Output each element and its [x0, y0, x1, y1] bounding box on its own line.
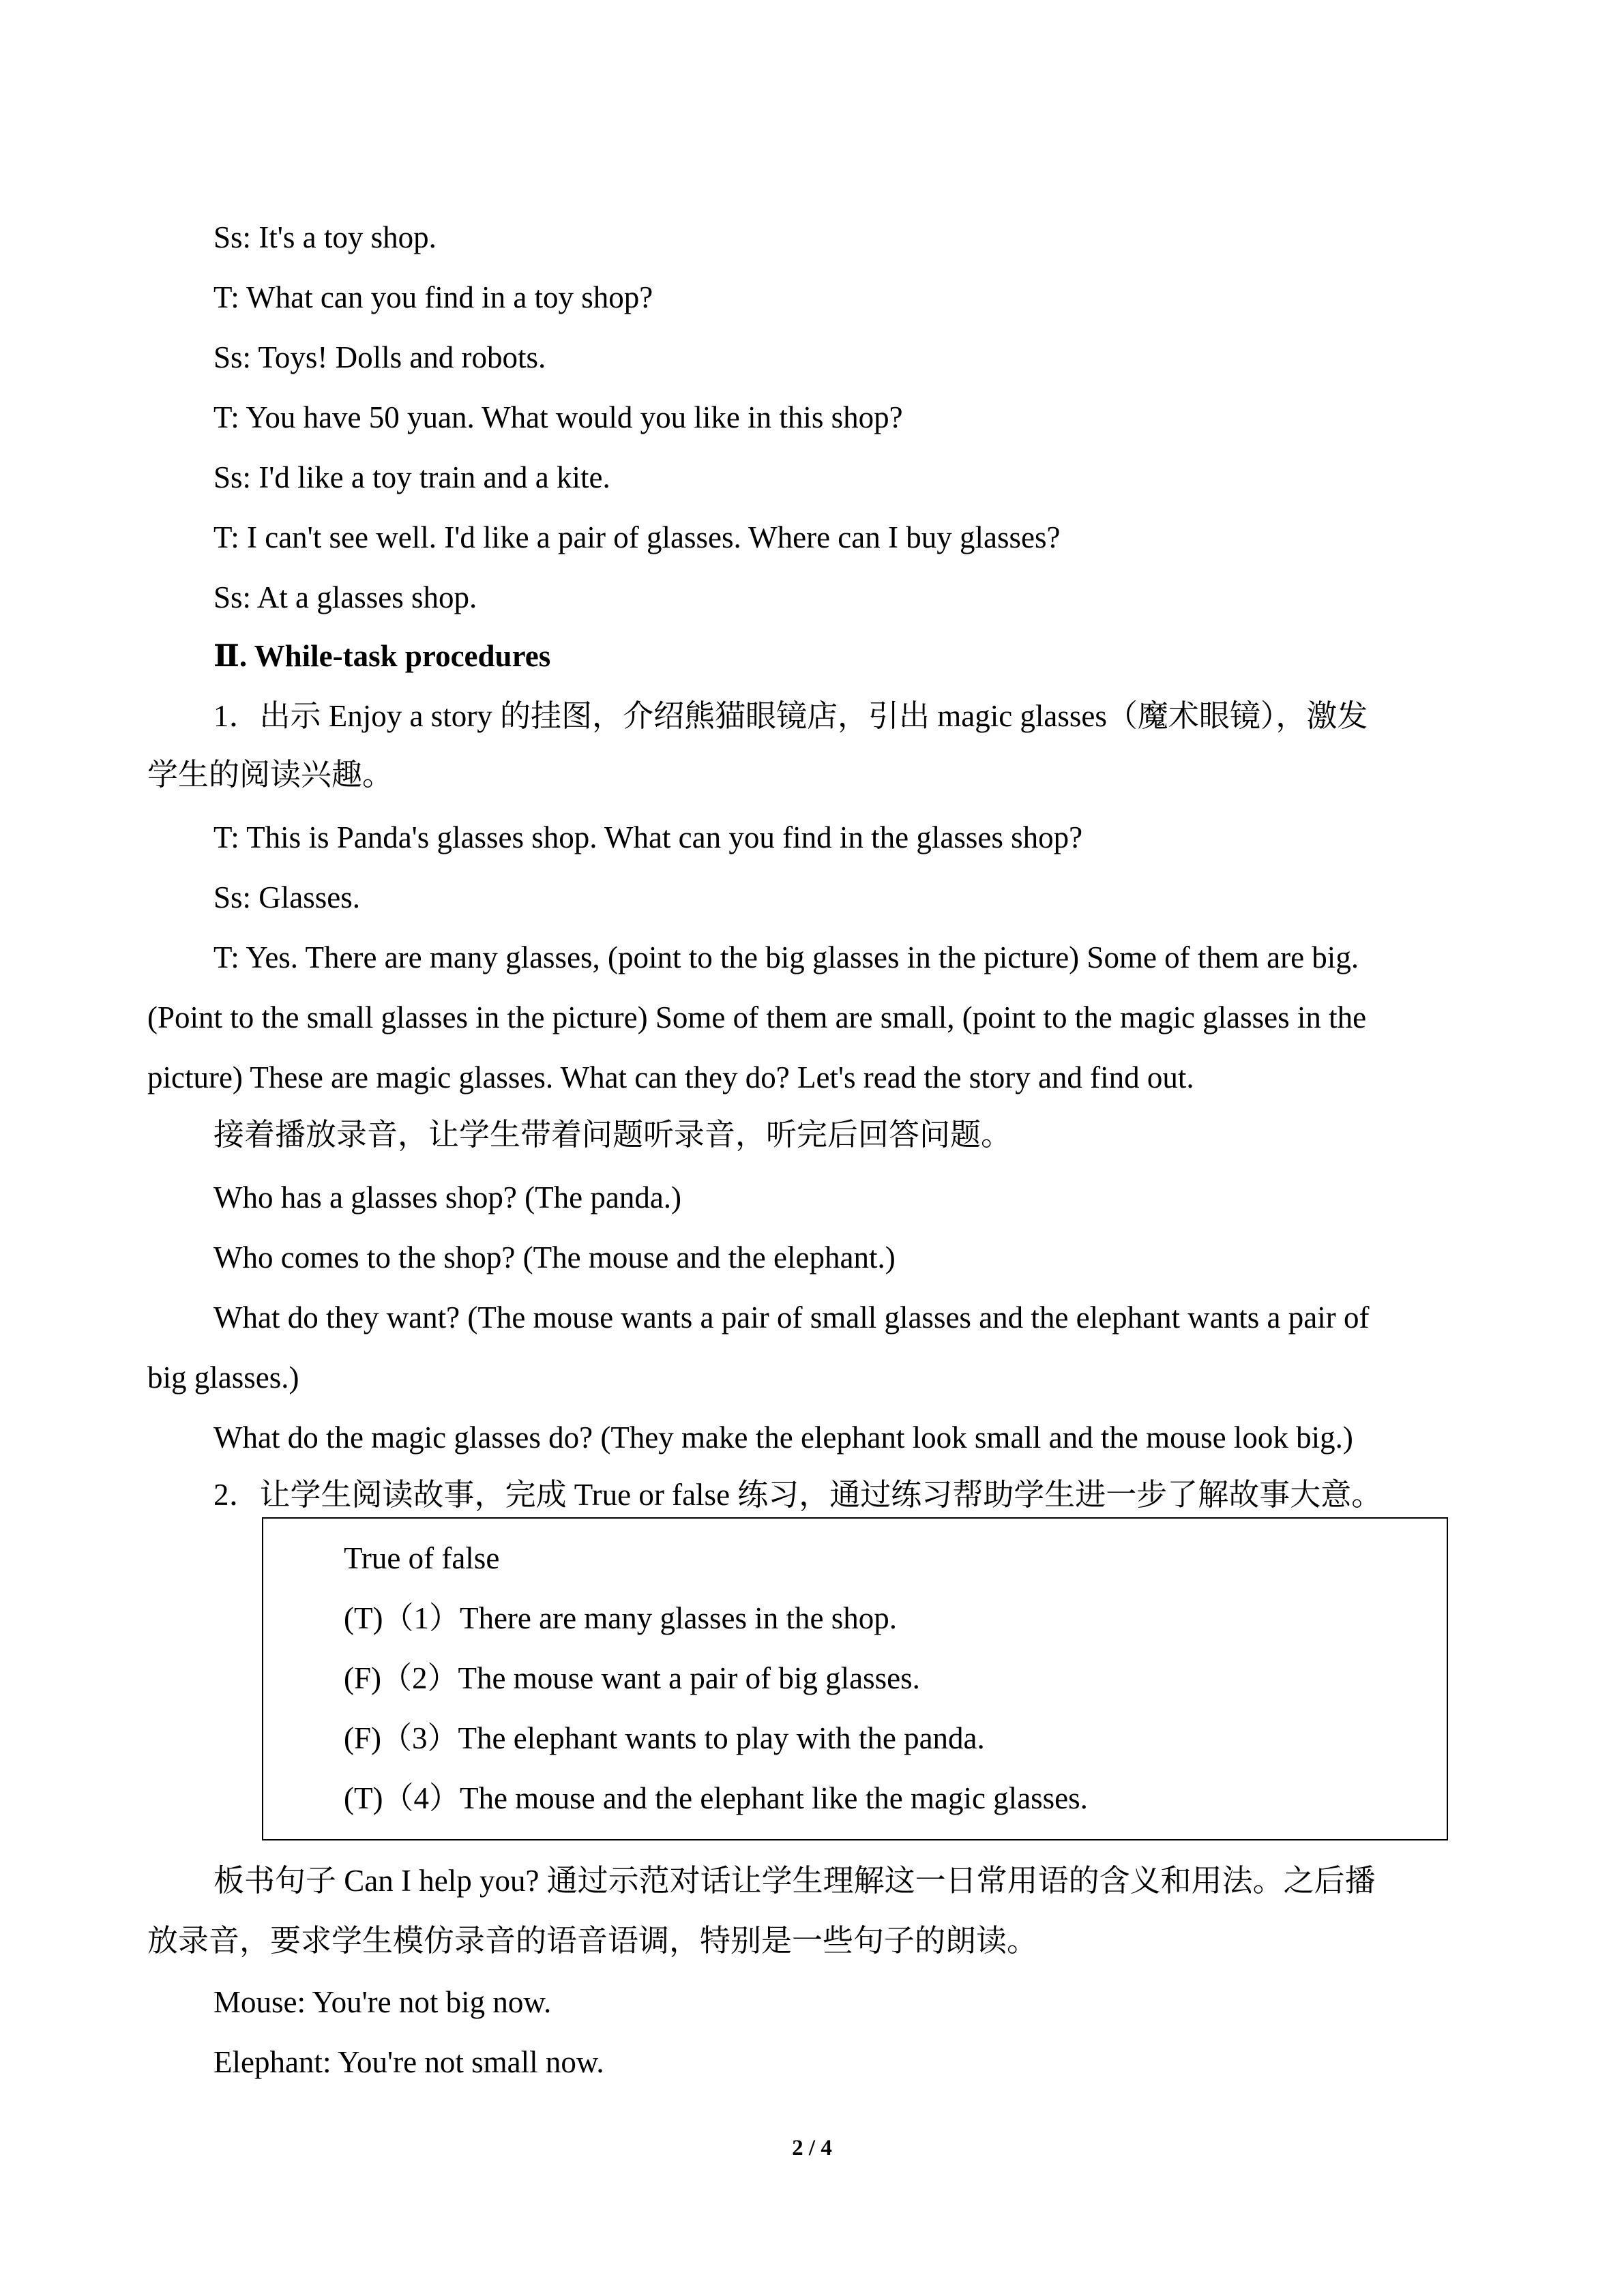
- dialogue-line: Elephant: You're not small now.: [213, 2045, 604, 2079]
- paragraph-line: 放录音，要求学生模仿录音的语音语调，特别是一些句子的朗读。: [147, 1924, 1038, 1958]
- dialogue-line: Mouse: You're not big now.: [213, 1985, 552, 2019]
- dialogue-line: T: Yes. There are many glasses, (point to the big glasses in the picture) Some of them are big.: [213, 940, 1359, 974]
- dialogue-line: Ss: Glasses.: [213, 880, 361, 914]
- question-line: Who comes to the shop? (The mouse and the elephant.): [213, 1240, 896, 1274]
- dialogue-line: picture) These are magic glasses. What can they do? Let's read the story and find out.: [147, 1060, 1194, 1094]
- paragraph-line: 板书句子 Can I help you? 通过示范对话让学生理解这一日常用语的含义和用法。之后播: [213, 1864, 1376, 1898]
- exercise-item: (F)（2）The mouse want a pair of big glasses.: [344, 1661, 920, 1695]
- question-line: big glasses.): [147, 1360, 299, 1395]
- exercise-item: (F)（3）The elephant wants to play with the panda.: [344, 1721, 985, 1755]
- question-line: Who has a glasses shop? (The panda.): [213, 1180, 682, 1214]
- question-line: What do they want? (The mouse wants a pair of small glasses and the elephant wants a pair of: [213, 1300, 1370, 1335]
- dialogue-line: Ss: At a glasses shop.: [213, 580, 477, 614]
- page-number: 2 / 4: [792, 2136, 832, 2160]
- dialogue-line: (Point to the small glasses in the picture) Some of them are small, (point to the magic glasses in the: [147, 1000, 1367, 1034]
- paragraph-line: 1．出示 Enjoy a story 的挂图，介绍熊猫眼镜店，引出 magic glasses（魔术眼镜），激发: [213, 699, 1368, 733]
- dialogue-line: T: What can you find in a toy shop?: [213, 280, 653, 314]
- paragraph-line: 2．让学生阅读故事，完成 True or false 练习，通过练习帮助学生进一步了解故事大意。: [213, 1478, 1383, 1512]
- exercise-item: (T)（1）There are many glasses in the shop.: [344, 1601, 898, 1635]
- dialogue-line: Ss: It's a toy shop.: [213, 220, 437, 254]
- dialogue-line: T: This is Panda's glasses shop. What can you find in the glasses shop?: [213, 820, 1083, 854]
- paragraph-line: 接着播放录音，让学生带着问题听录音，听完后回答问题。: [213, 1118, 1012, 1152]
- paragraph-line: 学生的阅读兴趣。: [147, 758, 394, 792]
- dialogue-line: T: You have 50 yuan. What would you like in this shop?: [213, 400, 903, 434]
- exercise-box: [262, 1517, 1448, 1840]
- question-line: What do the magic glasses do? (They make the elephant look small and the mouse look big.): [213, 1420, 1353, 1455]
- dialogue-line: T: I can't see well. I'd like a pair of glasses. Where can I buy glasses?: [213, 520, 1061, 554]
- section-heading: Ⅱ. While-task procedures: [213, 639, 551, 673]
- exercise-item: (T)（4）The mouse and the elephant like the magic glasses.: [344, 1781, 1088, 1815]
- dialogue-line: Ss: I'd like a toy train and a kite.: [213, 460, 610, 494]
- exercise-title: True of false: [344, 1541, 500, 1575]
- dialogue-line: Ss: Toys! Dolls and robots.: [213, 340, 546, 374]
